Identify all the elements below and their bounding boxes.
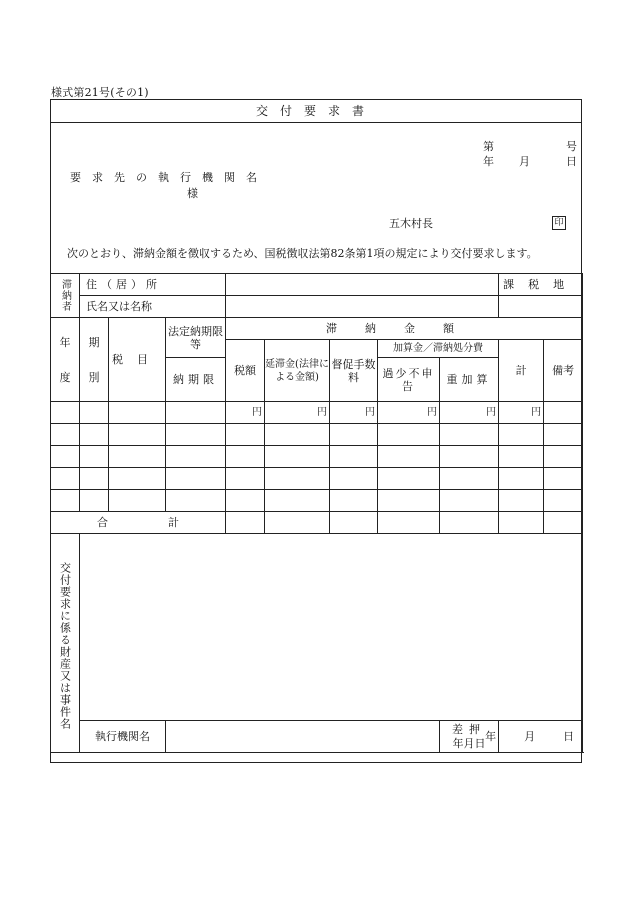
table-cell[interactable] (544, 468, 583, 490)
date-tsuki: 月 (519, 155, 530, 168)
surcharge-group-header: 加算金／滞納処分費 (378, 340, 499, 358)
total-header: 計 (499, 340, 544, 402)
payment-deadline-header: 納期限 (166, 358, 226, 402)
table-cell[interactable] (51, 468, 80, 490)
table-cell[interactable] (378, 446, 440, 468)
date-hi: 日 (566, 155, 577, 168)
total-label: 合 計 (51, 512, 226, 534)
table-cell[interactable] (330, 468, 378, 490)
form-title: 交付要求書 (51, 100, 581, 123)
name-value[interactable] (226, 296, 499, 318)
table-cell[interactable] (166, 468, 226, 490)
table-cell[interactable] (51, 490, 80, 512)
table-cell[interactable] (226, 490, 265, 512)
executing-agency-label: 執行機関名 (80, 721, 166, 753)
table-cell[interactable] (378, 468, 440, 490)
table-cell[interactable] (109, 490, 166, 512)
address-value[interactable] (226, 274, 499, 296)
period-header: 期 別 (80, 318, 109, 402)
table-cell[interactable] (378, 512, 440, 534)
unit-row (51, 402, 583, 424)
total-row (51, 512, 583, 534)
table-cell[interactable] (330, 446, 378, 468)
table-cell[interactable] (226, 512, 265, 534)
table-cell[interactable] (440, 468, 499, 490)
heavy-surcharge-header: 重加算 (440, 358, 499, 402)
yen-unit: 円 (499, 402, 544, 424)
table-cell[interactable] (330, 490, 378, 512)
delinquent-group-label: 滞納者 (51, 274, 80, 318)
table-cell[interactable] (544, 402, 583, 424)
remarks-header: 備考 (544, 340, 583, 402)
form-number: 様式第21号(その1) (51, 86, 149, 99)
table-cell[interactable] (51, 424, 80, 446)
number-go: 号 (566, 140, 577, 153)
year-header: 年 度 (51, 318, 80, 402)
table-cell[interactable] (80, 490, 109, 512)
address-label: 住（居）所 (80, 274, 226, 296)
table-cell[interactable] (440, 446, 499, 468)
table-cell[interactable] (51, 446, 80, 468)
yen-unit: 円 (330, 402, 378, 424)
seizure-date-label: 差押 年月日 (440, 721, 499, 753)
tax-amount-header: 税額 (226, 340, 265, 402)
property-label: 交付要求に係る財産又は事件名 (51, 534, 80, 753)
table-cell[interactable] (499, 490, 544, 512)
table-row (51, 424, 583, 446)
table-row (51, 490, 583, 512)
table-cell[interactable] (499, 468, 544, 490)
table-cell[interactable] (226, 424, 265, 446)
table-cell[interactable] (499, 446, 544, 468)
table-cell[interactable] (265, 446, 330, 468)
yen-unit: 円 (226, 402, 265, 424)
table-cell[interactable] (109, 468, 166, 490)
tax-location-value[interactable] (499, 296, 583, 318)
delinquency-table (50, 273, 583, 753)
table-cell[interactable] (265, 424, 330, 446)
recipient-label: 要求先の執行機関名 (70, 171, 268, 184)
table-cell[interactable] (330, 512, 378, 534)
table-cell[interactable] (499, 424, 544, 446)
yen-unit: 円 (440, 402, 499, 424)
table-cell[interactable] (109, 446, 166, 468)
table-cell[interactable] (544, 446, 583, 468)
name-label: 氏名又は名称 (80, 296, 226, 318)
table-cell[interactable] (226, 468, 265, 490)
date-nen: 年 (483, 155, 494, 168)
legal-deadline-header: 法定納期限等 (166, 318, 226, 358)
table-cell[interactable] (265, 468, 330, 490)
executing-agency-value[interactable] (166, 721, 440, 753)
table-cell[interactable] (166, 490, 226, 512)
body-text: 次のとおり、滞納金額を徴収するため、国税徴収法第82条第1項の規定により交付要求します。 (67, 247, 538, 260)
table-cell[interactable] (499, 512, 544, 534)
table-cell[interactable] (166, 446, 226, 468)
late-fee-header: 延滞金(法律による金額) (265, 340, 330, 402)
table-cell[interactable] (378, 424, 440, 446)
tax-location-label: 課税地 (499, 274, 583, 296)
table-cell[interactable] (166, 424, 226, 446)
table-cell[interactable] (265, 512, 330, 534)
table-cell[interactable] (330, 424, 378, 446)
table-row (51, 446, 583, 468)
table-cell[interactable] (440, 490, 499, 512)
table-cell[interactable] (166, 402, 226, 424)
sender-name: 五木村長 (389, 217, 433, 230)
seizure-date-value[interactable]: 年 月 日 (499, 721, 583, 753)
yen-unit: 円 (378, 402, 440, 424)
table-cell[interactable] (440, 424, 499, 446)
table-cell[interactable] (80, 468, 109, 490)
request-form (50, 99, 582, 763)
table-cell[interactable] (109, 424, 166, 446)
table-cell[interactable] (80, 446, 109, 468)
dunning-fee-header: 督促手数料 (330, 340, 378, 402)
table-cell[interactable] (80, 424, 109, 446)
table-cell[interactable] (51, 402, 80, 424)
number-dai: 第 (483, 140, 494, 153)
table-cell[interactable] (226, 446, 265, 468)
table-cell[interactable] (109, 402, 166, 424)
table-cell[interactable] (544, 424, 583, 446)
table-cell[interactable] (440, 512, 499, 534)
table-row (51, 468, 583, 490)
table-cell[interactable] (544, 490, 583, 512)
table-cell[interactable] (80, 402, 109, 424)
under-report-header: 過少不申告 (378, 358, 440, 402)
table-cell[interactable] (265, 490, 330, 512)
seal-icon: 印 (552, 216, 566, 230)
recipient-sama: 様 (187, 187, 198, 200)
delinquent-amount-header: 滞納金額 (226, 318, 583, 340)
yen-unit: 円 (265, 402, 330, 424)
table-cell[interactable] (378, 490, 440, 512)
table-cell[interactable] (544, 512, 583, 534)
tax-item-header: 税目 (109, 318, 166, 402)
seal-mark (552, 215, 566, 230)
property-value[interactable] (80, 534, 583, 721)
